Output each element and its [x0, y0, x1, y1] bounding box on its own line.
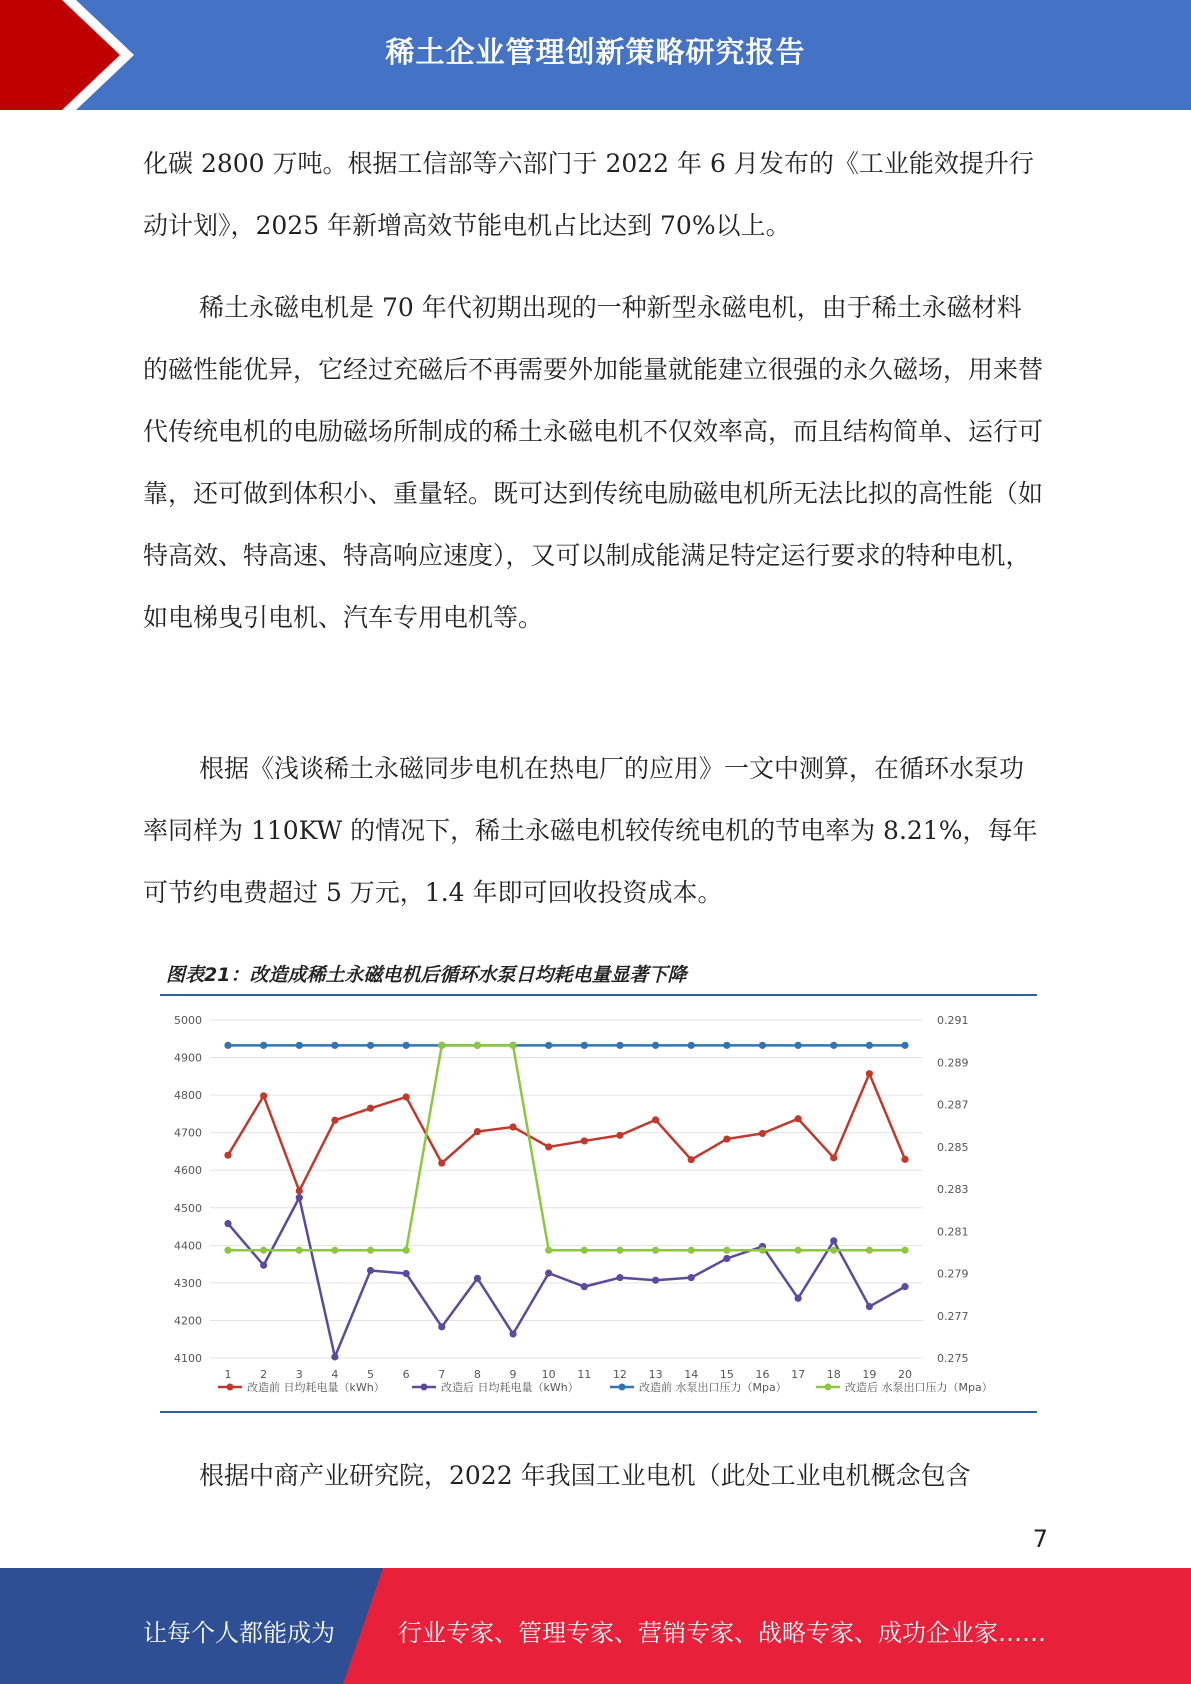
- data-point: [581, 1137, 588, 1144]
- x-tick-label: 7: [438, 1368, 446, 1381]
- x-tick-label: 8: [473, 1368, 481, 1381]
- data-point: [723, 1247, 730, 1254]
- data-point: [438, 1159, 445, 1166]
- y-right-tick-label: 0.277: [937, 1309, 969, 1323]
- data-point: [830, 1247, 837, 1254]
- legend-label: 改造后 水泵出口压力（Mpa）: [845, 1381, 993, 1394]
- data-point: [688, 1274, 695, 1281]
- data-point: [474, 1275, 481, 1282]
- data-point: [759, 1130, 766, 1137]
- x-tick-label: 12: [612, 1368, 627, 1381]
- data-point: [795, 1042, 802, 1049]
- data-point: [545, 1270, 552, 1277]
- data-point: [795, 1247, 802, 1254]
- data-point: [901, 1042, 908, 1049]
- y-left-tick-label: 4200: [174, 1314, 202, 1328]
- data-point: [331, 1117, 338, 1124]
- body-paragraph-1: [143, 133, 1043, 257]
- data-point: [403, 1093, 410, 1100]
- y-right-tick-label: 0.287: [937, 1098, 969, 1112]
- x-tick-label: 13: [648, 1368, 663, 1381]
- x-tick-label: 10: [541, 1368, 556, 1381]
- data-point: [331, 1353, 338, 1360]
- data-point: [830, 1154, 837, 1161]
- data-point: [367, 1042, 374, 1049]
- data-point: [367, 1105, 374, 1112]
- paragraph-text: 根据《浅谈稀土永磁同步电机在热电厂的应用》一文中测算，在循环水泵功率同样为 110KW 的情况下，稀土永磁电机较传统电机的节电率为 8.21%，每年可节约电费超过 5 万元，1.4 年即可回收投资成本。: [143, 754, 1038, 907]
- header-title: 稀土企业管理创新策略研究报告: [385, 35, 806, 69]
- data-point: [795, 1115, 802, 1122]
- data-point: [652, 1116, 659, 1123]
- y-left-tick-label: 4400: [174, 1239, 202, 1253]
- data-point: [901, 1156, 908, 1163]
- data-point: [224, 1247, 231, 1254]
- data-point: [296, 1194, 303, 1201]
- x-tick-label: 9: [509, 1368, 517, 1381]
- data-point: [688, 1042, 695, 1049]
- data-point: [367, 1247, 374, 1254]
- data-point: [296, 1042, 303, 1049]
- legend-label: 改造后 日均耗电量（kWh）: [441, 1381, 579, 1394]
- data-point: [759, 1042, 766, 1049]
- data-point: [830, 1042, 837, 1049]
- paragraph-text: 化碳 2800 万吨。根据工信部等六部门于 2022 年 6 月发布的《工业能效提升行动计划》，2025 年新增高效节能电机占比达到 70%以上。: [143, 149, 1034, 240]
- data-point: [509, 1123, 516, 1130]
- body-paragraph-3: [143, 738, 1043, 924]
- data-point: [616, 1042, 623, 1049]
- body-paragraph-4: [143, 1445, 1043, 1507]
- data-point: [224, 1152, 231, 1159]
- data-point: [581, 1042, 588, 1049]
- legend-label: 改造前 水泵出口压力（Mpa）: [639, 1381, 787, 1394]
- x-tick-label: 14: [684, 1368, 699, 1381]
- x-tick-label: 1: [224, 1368, 232, 1381]
- page-number: 7: [1032, 1525, 1048, 1553]
- y-left-tick-label: 4500: [174, 1201, 202, 1215]
- data-point: [866, 1247, 873, 1254]
- data-point: [438, 1323, 445, 1330]
- data-point: [723, 1135, 730, 1142]
- body-paragraph-2: [143, 277, 1043, 649]
- x-tick-label: 16: [755, 1368, 770, 1381]
- y-right-tick-label: 0.291: [937, 1014, 969, 1027]
- y-right-tick-label: 0.275: [937, 1352, 969, 1365]
- data-point: [581, 1247, 588, 1254]
- series-line-2: [228, 1198, 905, 1357]
- legend-marker: [227, 1384, 234, 1391]
- y-right-tick-label: 0.281: [937, 1225, 969, 1239]
- data-point: [652, 1042, 659, 1049]
- y-left-tick-label: 4800: [174, 1089, 202, 1103]
- footer-slogan-right: 行业专家、管理专家、营销专家、战略专家、成功企业家……: [398, 1619, 1046, 1647]
- y-left-tick-label: 4600: [174, 1164, 202, 1178]
- data-point: [224, 1042, 231, 1049]
- data-point: [616, 1247, 623, 1254]
- data-point: [509, 1042, 516, 1049]
- data-point: [545, 1143, 552, 1150]
- legend-marker: [825, 1384, 832, 1391]
- data-point: [616, 1274, 623, 1281]
- paragraph-text: 根据中商产业研究院，2022 年我国工业电机（此处工业电机概念包含: [199, 1461, 971, 1490]
- data-point: [652, 1277, 659, 1284]
- y-right-tick-label: 0.285: [937, 1140, 969, 1154]
- x-tick-label: 20: [898, 1368, 912, 1381]
- data-point: [688, 1247, 695, 1254]
- data-point: [403, 1270, 410, 1277]
- y-left-tick-label: 5000: [174, 1014, 202, 1027]
- data-point: [616, 1132, 623, 1139]
- data-point: [581, 1283, 588, 1290]
- x-tick-label: 15: [719, 1368, 734, 1381]
- data-point: [474, 1042, 481, 1049]
- series-line-4: [228, 1045, 905, 1250]
- y-left-tick-label: 4700: [174, 1126, 202, 1140]
- data-point: [723, 1042, 730, 1049]
- data-point: [260, 1092, 267, 1099]
- data-point: [260, 1042, 267, 1049]
- y-right-tick-label: 0.283: [937, 1183, 969, 1196]
- data-point: [509, 1330, 516, 1337]
- data-point: [403, 1042, 410, 1049]
- x-tick-label: 2: [260, 1368, 268, 1381]
- data-point: [403, 1247, 410, 1254]
- data-point: [688, 1156, 695, 1163]
- figure-bottom-rule: [160, 1411, 1037, 1413]
- data-point: [224, 1220, 231, 1227]
- data-point: [260, 1262, 267, 1269]
- figure-caption: 图表21：改造成稀土永磁电机后循环水泵日均耗电量显著下降: [166, 964, 687, 986]
- data-point: [830, 1237, 837, 1244]
- data-point: [545, 1042, 552, 1049]
- legend-marker: [421, 1384, 428, 1391]
- data-point: [260, 1247, 267, 1254]
- data-point: [438, 1042, 445, 1049]
- data-point: [866, 1070, 873, 1077]
- data-point: [866, 1042, 873, 1049]
- x-tick-label: 11: [577, 1368, 592, 1381]
- data-point: [759, 1247, 766, 1254]
- data-point: [901, 1283, 908, 1290]
- data-point: [296, 1187, 303, 1194]
- data-point: [296, 1247, 303, 1254]
- data-point: [901, 1247, 908, 1254]
- data-point: [331, 1247, 338, 1254]
- x-tick-label: 6: [402, 1368, 410, 1381]
- paragraph-text: 稀土永磁电机是 70 年代初期出现的一种新型永磁电机，由于稀土永磁材料的磁性能优异，它经过充磁后不再需要外加能量就能建立很强的永久磁场，用来替代传统电机的电励磁场所制成的稀土永磁电机不仅效率高，而且结构简单、运行可靠，还可做到体积小、重量轻。既可达到传统电励磁电机所无法比拟的高性能（如特高效、特高速、特高响应速度），又可以制成能满足特定运行要求的特种电机，如电梯曳引电机、汽车专用电机等。: [143, 293, 1044, 632]
- legend-label: 改造前 日均耗电量（kWh）: [247, 1381, 385, 1394]
- data-point: [367, 1267, 374, 1274]
- figure-21: [160, 948, 1037, 1415]
- data-point: [474, 1128, 481, 1135]
- x-tick-label: 4: [331, 1368, 339, 1381]
- x-tick-label: 5: [367, 1368, 375, 1381]
- line-chart: [160, 996, 1037, 1411]
- data-point: [866, 1303, 873, 1310]
- y-left-tick-label: 4300: [174, 1276, 202, 1290]
- y-left-tick-label: 4100: [174, 1352, 202, 1365]
- page-header: [0, 0, 1191, 110]
- x-tick-label: 3: [295, 1368, 303, 1381]
- data-point: [331, 1042, 338, 1049]
- footer-slogan-left: 让每个人都能成为: [143, 1619, 335, 1647]
- y-right-tick-label: 0.289: [937, 1056, 969, 1070]
- data-point: [723, 1255, 730, 1262]
- y-right-tick-label: 0.279: [937, 1267, 969, 1281]
- x-tick-label: 18: [826, 1368, 841, 1381]
- data-point: [795, 1295, 802, 1302]
- legend-marker: [619, 1384, 626, 1391]
- data-point: [652, 1247, 659, 1254]
- y-left-tick-label: 4900: [174, 1051, 202, 1065]
- x-tick-label: 17: [791, 1368, 806, 1381]
- x-tick-label: 19: [862, 1368, 877, 1381]
- data-point: [545, 1247, 552, 1254]
